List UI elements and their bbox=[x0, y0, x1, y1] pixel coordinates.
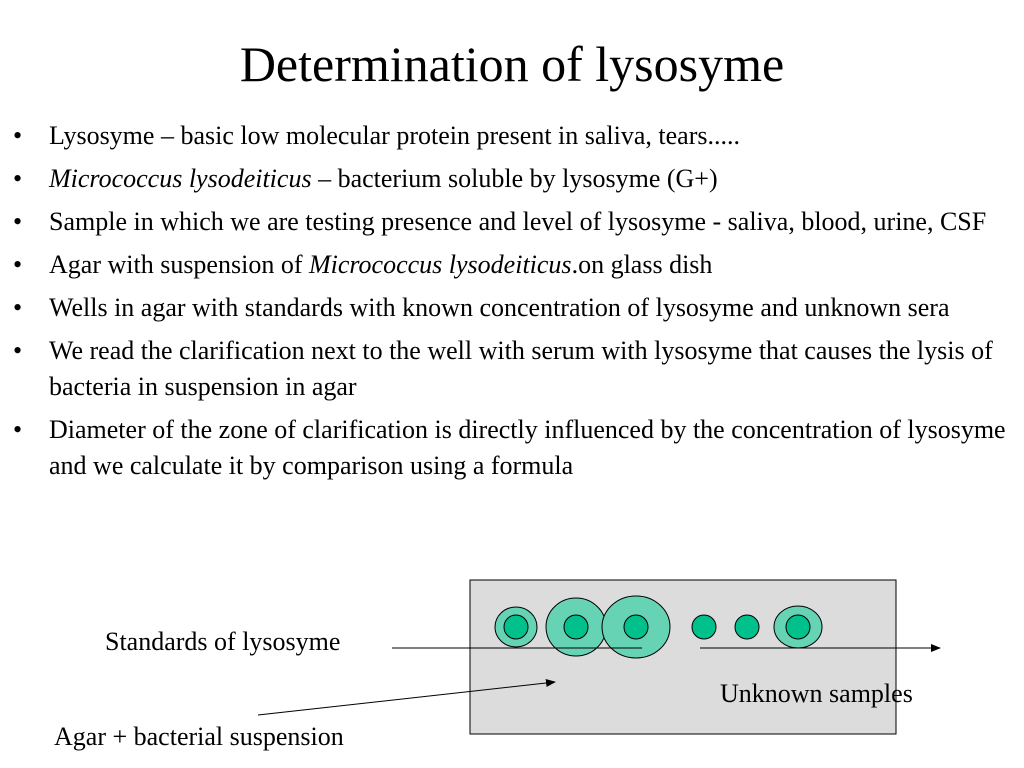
bullet-text: .on glass dish bbox=[571, 250, 713, 279]
agar-plate bbox=[470, 580, 896, 734]
bullet-text: – bacterium soluble by lysosyme (G+) bbox=[311, 164, 718, 193]
bullet-text: Agar with suspension of bbox=[49, 250, 309, 279]
bullet-text-italic: Micrococcus lysodeiticus bbox=[308, 250, 572, 279]
sample-well-3 bbox=[786, 615, 810, 639]
bullet-dot-icon: • bbox=[13, 164, 23, 193]
standards-label: Standards of lysosyme bbox=[105, 627, 341, 656]
bullet-dot-icon: • bbox=[13, 250, 23, 279]
standard-well-1 bbox=[504, 615, 528, 639]
bullet-text: Lysosyme – basic low molecular protein present in saliva, tears..... bbox=[49, 121, 740, 150]
bullet-text-italic: Micrococcus lysodeiticus bbox=[49, 164, 312, 193]
bullet-text: Sample in which we are testing presence and level of lysosyme - saliva, blood, urine, CSF bbox=[49, 207, 987, 236]
agar-suspension-label: Agar + bacterial suspension bbox=[54, 722, 344, 751]
bullet-dot-icon: • bbox=[13, 207, 23, 236]
sample-well-1 bbox=[692, 615, 716, 639]
unknown-samples-label: Unknown samples bbox=[720, 679, 913, 708]
bullet-dot-icon: • bbox=[13, 415, 23, 444]
bullet-text: We read the clarification next to the well with serum with lysosyme that causes the lysis of bacteria in suspension in agar bbox=[49, 336, 993, 401]
bullet-dot-icon: • bbox=[13, 336, 23, 365]
standard-well-3 bbox=[624, 615, 648, 639]
bullet-dot-icon: • bbox=[13, 121, 23, 150]
bullet-text: Wells in agar with standards with known concentration of lysosyme and unknown sera bbox=[49, 293, 950, 322]
bullet-dot-icon: • bbox=[13, 293, 23, 322]
bullet-text: Diameter of the zone of clarification is directly influenced by the concentration of lysosyme and we calculate it by comparison using a formula bbox=[49, 415, 1006, 480]
sample-well-2 bbox=[735, 615, 759, 639]
slide-title: Determination of lysosyme bbox=[239, 36, 785, 92]
standard-well-2 bbox=[564, 615, 588, 639]
